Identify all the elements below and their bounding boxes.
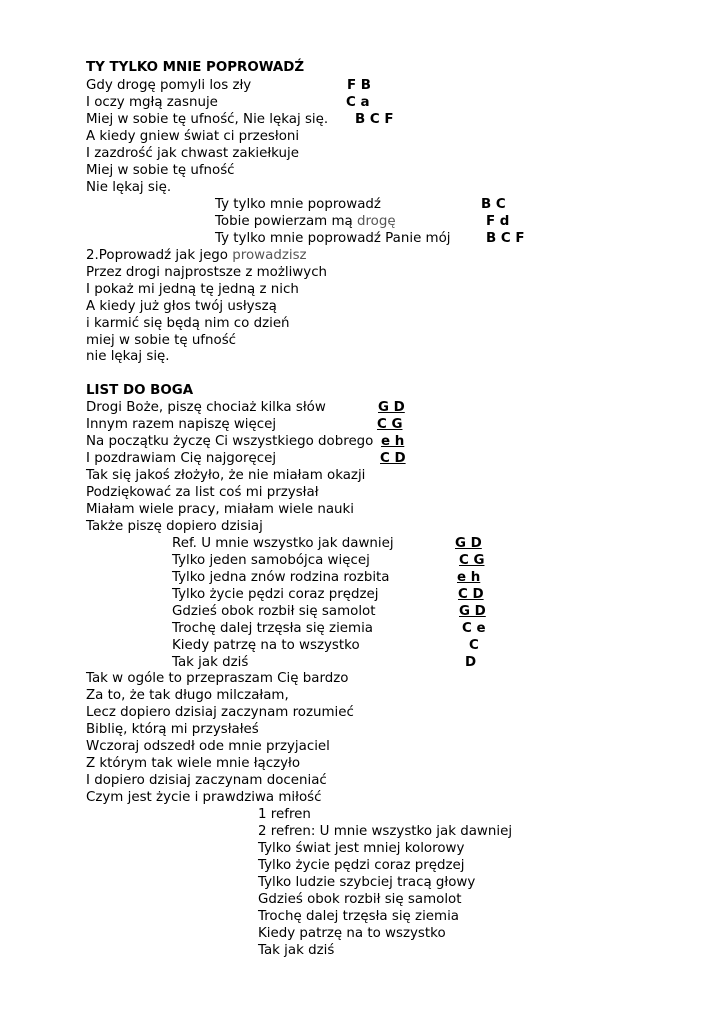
- song2-verse1-line: Także piszę dopiero dzisiaj: [86, 519, 263, 534]
- song2-chorus-line: Ref. U mnie wszystko jak dawniej: [172, 536, 394, 551]
- song1-chorus-line: [215, 196, 381, 213]
- song2-verse1-line: Innym razem napiszę więcej: [86, 417, 277, 432]
- song2-verse2-line: Czym jest życie i prawdziwa miłość: [86, 790, 322, 805]
- song2-chorus-chords: C D: [458, 587, 484, 602]
- song2-chorus-chords: C: [469, 638, 479, 653]
- song2-chorus-line: Tylko życie pędzi coraz prędzej: [172, 587, 379, 602]
- song1-verse1-line: A kiedy gniew świat ci przesłoni: [86, 129, 300, 144]
- song2-chorus-chords: C e: [462, 621, 486, 636]
- song2-title: LIST DO BOGA: [86, 383, 194, 398]
- song2-verse1-line: Podziękować za list coś mi przysłał: [86, 485, 319, 500]
- song1-chorus-gray-text: drogę: [356, 214, 396, 229]
- song1-verse2-line: miej w sobie tę ufność: [86, 333, 237, 348]
- song2-chorus-line: Kiedy patrzę na to wszystko: [172, 638, 360, 653]
- song2-verse2-line: Za to, że tak długo milczałam,: [86, 688, 289, 703]
- song1-verse1-line: Nie lękaj się.: [86, 180, 172, 195]
- song2-outro-line: 2 refren: U mnie wszystko jak dawniej: [258, 824, 513, 839]
- song1-chorus-line: [215, 213, 396, 230]
- song1-chorus-text: Ty tylko mnie poprowadź: [215, 197, 381, 212]
- song2-verse2-line: Tak w ogóle to przepraszam Cię bardzo: [86, 671, 349, 686]
- song2-chorus-line: Tylko jeden samobójca więcej: [172, 553, 370, 568]
- song2-chorus-chords: G D: [455, 536, 482, 551]
- song1-title: TY TYLKO MNIE POPROWADŹ: [86, 60, 305, 75]
- song2-verse1-chords: C G: [377, 417, 403, 432]
- song1-verse1-chords: F B: [347, 78, 372, 93]
- song2-outro-line: Gdzieś obok rozbił się samolot: [258, 892, 462, 907]
- song2-verse2-line: Wczoraj odszedł ode mnie przyjaciel: [86, 739, 330, 754]
- song1-verse1-chords: C a: [346, 95, 370, 110]
- song2-chorus-chords: e h: [457, 570, 481, 585]
- song1-verse2-line: i karmić się będą nim co dzień: [86, 316, 290, 331]
- song1-verse1-chords: B C F: [355, 112, 394, 127]
- song2-verse2-line: Biblię, którą mi przysłałeś: [86, 722, 259, 737]
- song1-chorus-chords: B C F: [486, 231, 525, 246]
- song2-verse1-chords: e h: [381, 434, 405, 449]
- song1-chorus-text: Ty tylko mnie poprowadź Panie mój: [215, 231, 451, 246]
- song1-chorus-text: Tobie powierzam mą: [215, 214, 357, 229]
- song2-outro-line: Kiedy patrzę na to wszystko: [258, 926, 446, 941]
- song2-outro-line: 1 refren: [258, 807, 311, 822]
- song1-chorus-line: [215, 230, 451, 247]
- song2-chorus-line: Tak jak dziś: [172, 655, 249, 670]
- song2-verse1-line: Drogi Boże, piszę chociaż kilka słów: [86, 400, 326, 415]
- song1-verse1-line: I zazdrość jak chwast zakiełkuje: [86, 146, 299, 161]
- song2-verse1-line: Na początku życzę Ci wszystkiego dobrego: [86, 434, 374, 449]
- song1-verse1-line: Gdy drogę pomyli los zły: [86, 78, 252, 93]
- song1-verse1-line: Miej w sobie tę ufność, Nie lękaj się.: [86, 112, 329, 127]
- song2-verse1-line: I pozdrawiam Cię najgoręcej: [86, 451, 277, 466]
- song2-chorus-chords: G D: [459, 604, 486, 619]
- song2-verse1-line: Tak się jakoś złożyło, że nie miałam okazji: [86, 468, 366, 483]
- song1-verse2-first-line: [86, 247, 307, 264]
- song2-outro-line: Tylko ludzie szybciej tracą głowy: [258, 875, 476, 890]
- song2-verse1-chords: C D: [380, 451, 406, 466]
- song1-verse1-line: Miej w sobie tę ufność: [86, 163, 235, 178]
- song1-verse1-line: I oczy mgłą zasnuje: [86, 95, 218, 110]
- song1-verse2-line: I pokaż mi jedną tę jedną z nich: [86, 282, 299, 297]
- song1-chorus-chords: F d: [486, 214, 510, 229]
- song2-outro-line: Tylko życie pędzi coraz prędzej: [258, 858, 465, 873]
- song2-verse2-line: I dopiero dzisiaj zaczynam doceniać: [86, 773, 327, 788]
- song2-verse1-line: Miałam wiele pracy, miałam wiele nauki: [86, 502, 354, 517]
- song2-chorus-line: Trochę dalej trzęsła się ziemia: [172, 621, 374, 636]
- song2-verse2-line: Lecz dopiero dzisiaj zaczynam rozumieć: [86, 705, 354, 720]
- song2-outro-line: Tak jak dziś: [258, 943, 335, 958]
- song2-verse1-chords: G D: [378, 400, 405, 415]
- song2-chorus-line: Tylko jedna znów rodzina rozbita: [172, 570, 390, 585]
- song1-verse2-first-text: 2.Poprowadź jak jego: [86, 248, 233, 263]
- song1-verse2-line: Przez drogi najprostsze z możliwych: [86, 265, 328, 280]
- song1-verse2-line: nie lękaj się.: [86, 349, 170, 364]
- song1-chorus-chords: B C: [481, 197, 506, 212]
- song2-verse2-line: Z którym tak wiele mnie łączyło: [86, 756, 301, 771]
- song2-chorus-line: Gdzieś obok rozbił się samolot: [172, 604, 376, 619]
- song2-outro-line: Trochę dalej trzęsła się ziemia: [258, 909, 460, 924]
- song1-verse2-first-gray: prowadzisz: [232, 248, 307, 263]
- song2-chorus-chords: D: [465, 655, 477, 670]
- song1-verse2-line: A kiedy już głos twój usłyszą: [86, 299, 277, 314]
- song2-outro-line: Tylko świat jest mniej kolorowy: [258, 841, 465, 856]
- song2-chorus-chords: C G: [459, 553, 485, 568]
